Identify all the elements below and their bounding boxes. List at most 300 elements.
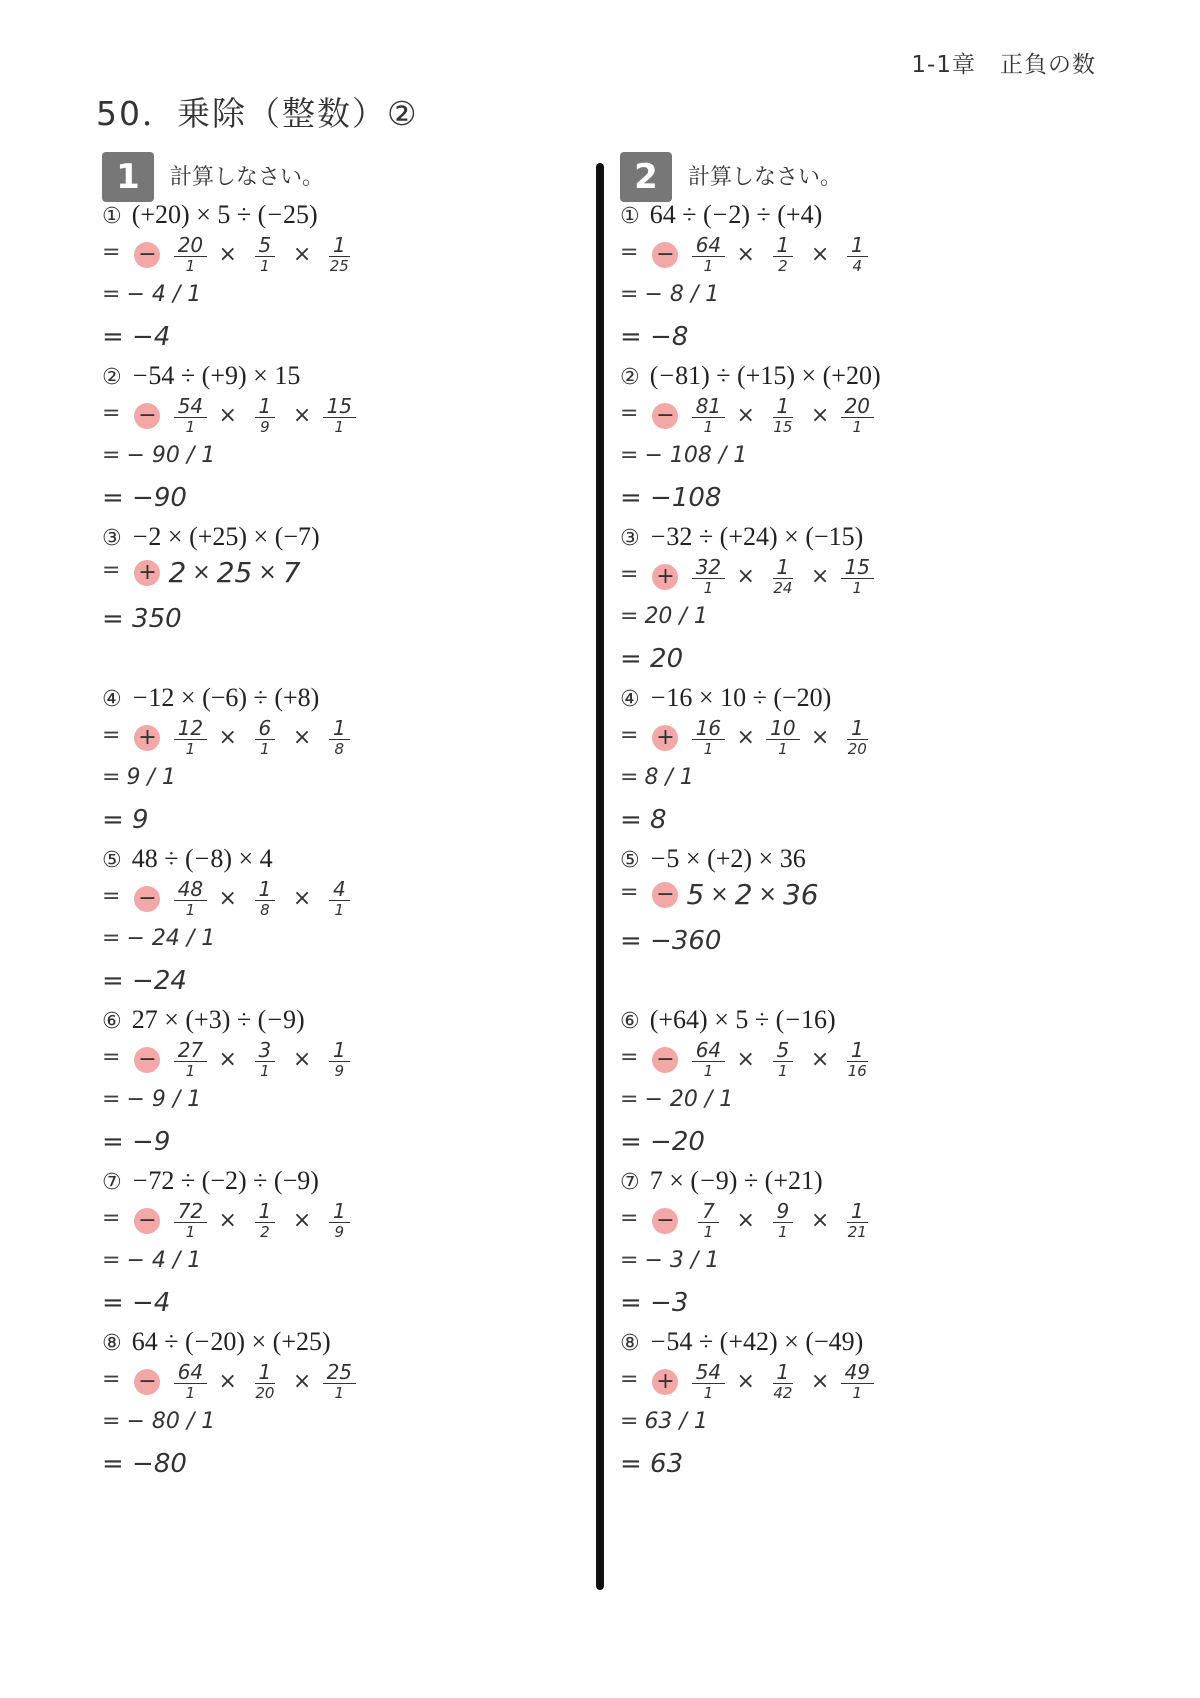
working-line-step <box>620 1409 708 1434</box>
fraction-denominator: 9 <box>334 1223 345 1241</box>
working-line-step <box>102 282 201 307</box>
answer-line <box>620 1449 683 1479</box>
fraction <box>765 1200 801 1241</box>
answer-value: = 63 <box>620 1449 684 1479</box>
times-sign: × <box>810 403 830 428</box>
fraction-denominator: 20 <box>847 740 867 758</box>
fraction <box>321 878 357 919</box>
expression-part: 54 ÷ (+42) × (−49) <box>666 1327 864 1356</box>
answer-value: = −3 <box>620 1288 689 1318</box>
times-sign: × <box>736 1047 755 1072</box>
fraction-numerator: 20 <box>174 234 207 257</box>
problem-number: ③ <box>102 526 122 551</box>
fraction-denominator: 20 <box>255 1384 275 1402</box>
equals-sign: = <box>620 282 639 307</box>
expression-part: 72 ÷ (−2) ÷ (−9) <box>148 1166 319 1195</box>
working-line-fractions <box>620 1200 879 1241</box>
fraction <box>839 395 875 436</box>
fraction <box>172 1039 208 1080</box>
fraction-denominator: 1 <box>185 418 196 436</box>
fraction-denominator: 2 <box>778 257 788 275</box>
problem-item <box>102 359 622 523</box>
fraction-numerator: 1 <box>847 717 868 740</box>
problem-question <box>620 359 881 393</box>
fraction <box>690 234 726 275</box>
times-sign: × <box>736 403 755 428</box>
factor: 25 <box>216 556 253 589</box>
answer-line <box>620 483 721 513</box>
working-line-step <box>102 443 215 468</box>
problem-question <box>620 520 863 554</box>
problem-item <box>620 1003 1140 1167</box>
fraction <box>765 395 801 436</box>
expression-part: (+64) × 5 ÷ ( <box>649 1005 785 1034</box>
fraction <box>172 1200 208 1241</box>
problem-expression <box>132 361 301 390</box>
times-sign: × <box>736 564 755 589</box>
times-sign: × <box>710 882 729 907</box>
times-sign: × <box>292 886 312 911</box>
working-line-fractions <box>620 717 879 758</box>
step-value: 8 / 1 <box>644 765 694 790</box>
times-sign: × <box>218 886 237 911</box>
fraction-numerator: 54 <box>174 395 207 418</box>
working-line-fractions <box>620 556 879 597</box>
sign-circle: + <box>134 560 160 586</box>
fraction-numerator: 1 <box>329 717 350 740</box>
answer-value: = 20 <box>620 644 684 674</box>
working-line-fractions <box>620 1039 879 1080</box>
answer-value: = −8 <box>620 322 689 352</box>
fraction-denominator: 8 <box>260 901 270 919</box>
problem-number: ② <box>102 365 122 390</box>
problem-item <box>620 842 1140 1006</box>
equals-sign: = <box>620 562 639 587</box>
fraction-numerator: 1 <box>773 395 794 418</box>
answer-value: = −24 <box>102 966 187 996</box>
fraction <box>765 234 801 275</box>
times-sign: × <box>758 882 777 907</box>
negative-highlight: − <box>132 681 149 715</box>
fraction-numerator: 64 <box>174 1361 207 1384</box>
fraction-denominator: 8 <box>334 740 345 758</box>
negative-highlight: − <box>194 842 211 876</box>
problem-number: ④ <box>102 687 122 712</box>
expression-part: 12 × (−6) ÷ (+8) <box>148 683 320 712</box>
times-sign: × <box>810 242 830 267</box>
answer-value: = −4 <box>102 1288 171 1318</box>
times-sign: × <box>292 725 312 750</box>
answer-line <box>102 1288 170 1318</box>
fraction-denominator: 24 <box>773 579 793 597</box>
sign-circle: − <box>652 1047 678 1073</box>
step-value: − 80 / 1 <box>126 1409 216 1434</box>
expression-part: ( <box>649 361 659 390</box>
expression-part: 2) ÷ (+4) <box>728 200 823 229</box>
times-sign: × <box>736 1369 755 1394</box>
answer-line <box>620 926 721 956</box>
times-sign: × <box>218 725 237 750</box>
times-sign: × <box>810 1208 830 1233</box>
working-line-fractions <box>102 878 361 919</box>
working-line-step <box>620 765 694 790</box>
expression-part: 9) ÷ (+21) <box>715 1166 823 1195</box>
sign-circle: − <box>134 1047 160 1073</box>
negative-highlight: − <box>132 520 149 554</box>
answer-value: = −108 <box>620 483 722 513</box>
factor: 36 <box>782 878 819 911</box>
problem-question <box>620 1164 823 1198</box>
problem-expression <box>132 522 320 551</box>
fraction-numerator: 9 <box>773 1200 794 1223</box>
fraction-denominator: 21 <box>847 1223 867 1241</box>
problem-expression <box>132 1166 319 1195</box>
problem-expression <box>650 200 823 229</box>
working-line-fractions <box>102 234 361 275</box>
negative-highlight: − <box>266 1003 283 1037</box>
fraction-numerator: 49 <box>841 1361 874 1384</box>
fraction-denominator: 25 <box>329 257 349 275</box>
problem-number: ⑥ <box>620 1009 640 1034</box>
problem-number: ⑤ <box>102 848 122 873</box>
fraction <box>321 1039 357 1080</box>
fraction-denominator: 1 <box>778 1223 788 1241</box>
problem-number: ⑥ <box>102 1009 122 1034</box>
problem-item <box>102 520 622 684</box>
fraction-numerator: 12 <box>174 717 207 740</box>
fraction <box>247 1200 283 1241</box>
answer-value: = −4 <box>102 322 171 352</box>
expression-part: 20) × (+25) <box>210 1327 331 1356</box>
equals-sign: = <box>620 1367 639 1392</box>
working-line-step <box>620 1087 733 1112</box>
problem-number: ⑦ <box>102 1170 122 1195</box>
problem-item <box>620 198 1140 362</box>
problem-number: ⑧ <box>102 1331 122 1356</box>
fraction-denominator: 1 <box>852 1384 863 1402</box>
step-value: − 4 / 1 <box>126 282 202 307</box>
sign-circle: + <box>134 725 160 751</box>
equals-sign: = <box>620 765 639 790</box>
fraction <box>765 717 801 758</box>
problem-expression <box>650 522 864 551</box>
negative-highlight: − <box>266 198 283 232</box>
working-line-step <box>102 765 176 790</box>
fraction-numerator: 1 <box>255 1361 276 1384</box>
equals-sign: = <box>102 282 121 307</box>
problem-question <box>102 681 319 715</box>
equals-sign: = <box>620 723 639 748</box>
sign-circle: − <box>134 1208 160 1234</box>
step-value: − 3 / 1 <box>644 1248 720 1273</box>
problem-number: ① <box>102 204 122 229</box>
section-number-badge: 1 <box>102 152 154 202</box>
negative-highlight: − <box>712 198 729 232</box>
fraction-numerator: 7 <box>698 1200 719 1223</box>
fraction-numerator: 1 <box>329 234 350 257</box>
factor: 5 <box>686 878 705 911</box>
fraction-denominator: 9 <box>334 1062 345 1080</box>
fraction-numerator: 64 <box>692 1039 725 1062</box>
problem-expression <box>132 683 320 712</box>
working-line-fractions <box>620 395 879 436</box>
expression-part: 7 × ( <box>649 1166 700 1195</box>
expression-part: 5 × (+2) × 36 <box>666 844 806 873</box>
equals-sign: = <box>102 723 121 748</box>
fraction-denominator: 15 <box>773 418 793 436</box>
negative-highlight: − <box>658 359 675 393</box>
fraction <box>247 395 283 436</box>
fraction-denominator: 1 <box>334 1384 345 1402</box>
times-sign: × <box>292 1369 312 1394</box>
working-line-step <box>102 1248 201 1273</box>
problem-item <box>620 1164 1140 1328</box>
fraction-numerator: 10 <box>766 717 799 740</box>
answer-line <box>102 483 187 513</box>
sign-circle: + <box>652 564 678 590</box>
expression-part: 25) <box>282 200 318 229</box>
times-sign: × <box>736 242 755 267</box>
negative-highlight: − <box>132 359 149 393</box>
section-2 <box>620 0 1160 1698</box>
answer-line <box>620 805 667 835</box>
fraction <box>765 1039 801 1080</box>
fraction-numerator: 16 <box>692 717 725 740</box>
problem-expression <box>650 1327 864 1356</box>
fraction-numerator: 54 <box>692 1361 725 1384</box>
problem-item <box>620 359 1140 523</box>
fraction-numerator: 6 <box>255 717 276 740</box>
working-line-step <box>620 282 719 307</box>
working-line-step <box>102 1087 201 1112</box>
problem-question <box>102 1325 331 1359</box>
working-line-step <box>620 1248 719 1273</box>
fraction-denominator: 1 <box>703 579 714 597</box>
equals-sign: = <box>102 443 121 468</box>
sign-circle: − <box>652 242 678 268</box>
fraction <box>321 234 357 275</box>
times-sign: × <box>292 1047 312 1072</box>
fraction <box>321 717 357 758</box>
answer-value: = −80 <box>102 1449 187 1479</box>
fraction-denominator: 1 <box>260 740 270 758</box>
negative-highlight: − <box>132 1164 149 1198</box>
answer-line <box>620 1127 705 1157</box>
fraction-denominator: 1 <box>703 1062 714 1080</box>
fraction <box>690 1039 726 1080</box>
fraction <box>172 878 208 919</box>
step-value: 20 / 1 <box>644 604 708 629</box>
answer-value: = −360 <box>620 926 722 956</box>
negative-highlight: − <box>784 1003 801 1037</box>
fraction <box>690 717 726 758</box>
sign-circle: − <box>652 1208 678 1234</box>
problem-number: ⑤ <box>620 848 640 873</box>
step-value: − 90 / 1 <box>126 443 216 468</box>
fraction <box>247 878 283 919</box>
times-sign: × <box>810 725 830 750</box>
fraction-denominator: 1 <box>852 418 863 436</box>
step-value: − 9 / 1 <box>126 1087 202 1112</box>
step-value: − 4 / 1 <box>126 1248 202 1273</box>
equals-sign: = <box>102 1087 121 1112</box>
equals-sign: = <box>620 1087 639 1112</box>
fraction <box>690 395 726 436</box>
answer-line <box>102 966 187 996</box>
problem-item <box>620 1325 1140 1489</box>
times-sign: × <box>218 403 237 428</box>
sign-circle: − <box>134 1369 160 1395</box>
problem-number: ⑧ <box>620 1331 640 1356</box>
times-sign: × <box>192 560 211 585</box>
fraction-denominator: 1 <box>185 1062 196 1080</box>
fraction-numerator: 25 <box>323 1361 356 1384</box>
times-sign: × <box>736 1208 755 1233</box>
problem-number: ⑦ <box>620 1170 640 1195</box>
equals-sign: = <box>620 240 639 265</box>
fraction <box>839 556 875 597</box>
sign-circle: − <box>652 882 678 908</box>
problem-question <box>102 1164 319 1198</box>
fraction-numerator: 32 <box>692 556 725 579</box>
problem-number: ② <box>620 365 640 390</box>
fraction-numerator: 48 <box>174 878 207 901</box>
problem-expression <box>132 1327 331 1356</box>
fraction <box>690 1361 726 1402</box>
equals-sign: = <box>620 1409 639 1434</box>
fraction-denominator: 1 <box>334 418 345 436</box>
fraction-denominator: 1 <box>260 1062 270 1080</box>
times-sign: × <box>292 242 312 267</box>
fraction-numerator: 1 <box>255 878 276 901</box>
problem-item <box>620 520 1140 684</box>
fraction-numerator: 3 <box>255 1039 276 1062</box>
problem-item <box>102 1164 622 1328</box>
negative-highlight: − <box>650 681 667 715</box>
equals-sign: = <box>102 765 121 790</box>
fraction <box>321 395 357 436</box>
fraction-numerator: 1 <box>847 1039 868 1062</box>
answer-value: = −20 <box>620 1127 705 1157</box>
expression-part: 54 ÷ (+9) × 15 <box>148 361 301 390</box>
section-number-badge: 2 <box>620 152 672 202</box>
fraction-denominator: 1 <box>334 901 345 919</box>
equals-sign: = <box>620 1206 639 1231</box>
sign-circle: + <box>652 725 678 751</box>
times-sign: × <box>218 1369 237 1394</box>
fraction <box>765 1361 801 1402</box>
fraction-denominator: 4 <box>852 257 863 275</box>
equals-sign: = <box>620 1248 639 1273</box>
fraction-numerator: 1 <box>847 1200 868 1223</box>
equals-sign: = <box>102 1248 121 1273</box>
fraction-numerator: 1 <box>773 234 794 257</box>
answer-value: = 9 <box>102 805 149 835</box>
problem-question <box>102 1003 305 1037</box>
problem-question <box>620 1003 836 1037</box>
problem-expression <box>650 1166 823 1195</box>
fraction-denominator: 16 <box>847 1062 867 1080</box>
problem-question <box>620 681 831 715</box>
fraction-denominator: 1 <box>703 418 714 436</box>
step-value: − 20 / 1 <box>644 1087 734 1112</box>
problem-expression <box>650 844 806 873</box>
problem-number: ③ <box>620 526 640 551</box>
fraction-numerator: 1 <box>329 1200 350 1223</box>
times-sign: × <box>810 1047 830 1072</box>
problem-expression <box>132 200 318 229</box>
answer-line <box>102 1127 170 1157</box>
negative-highlight: − <box>699 1164 716 1198</box>
fraction-numerator: 1 <box>329 1039 350 1062</box>
answer-line <box>102 604 182 634</box>
factor: 2 <box>168 556 187 589</box>
sign-circle: − <box>134 886 160 912</box>
fraction-numerator: 72 <box>174 1200 207 1223</box>
fraction-denominator: 1 <box>260 257 270 275</box>
expression-part: 27 × (+3) ÷ ( <box>131 1005 267 1034</box>
factor: 7 <box>282 556 301 589</box>
fraction-numerator: 81 <box>692 395 725 418</box>
problem-expression <box>132 1005 305 1034</box>
fraction-denominator: 1 <box>778 1062 788 1080</box>
fraction <box>247 234 283 275</box>
negative-highlight: − <box>650 520 667 554</box>
fraction-denominator: 1 <box>185 901 196 919</box>
factor: 2 <box>734 878 753 911</box>
fraction-numerator: 1 <box>773 556 794 579</box>
working-line-fractions <box>102 717 361 758</box>
equals-sign: = <box>102 926 121 951</box>
fraction <box>690 556 726 597</box>
problem-expression <box>650 683 832 712</box>
fraction-numerator: 15 <box>323 395 356 418</box>
answer-value: = 350 <box>102 604 182 634</box>
problem-question <box>102 520 320 554</box>
problem-item <box>102 1003 622 1167</box>
fraction <box>172 395 208 436</box>
working-line-fractions <box>102 1039 361 1080</box>
equals-sign: = <box>620 401 639 426</box>
expression-part: 16) <box>800 1005 836 1034</box>
problem-question <box>620 842 806 876</box>
working-line-fractions <box>620 1361 879 1402</box>
section-1 <box>102 0 642 1698</box>
fraction <box>839 717 875 758</box>
fraction-denominator: 1 <box>852 579 863 597</box>
expression-part: 81) ÷ (+15) × (+20) <box>675 361 881 390</box>
expression-part: 64 ÷ ( <box>649 200 712 229</box>
times-sign: × <box>218 1047 237 1072</box>
equals-sign: = <box>620 880 639 905</box>
negative-highlight: − <box>194 1325 211 1359</box>
fraction-numerator: 1 <box>255 395 276 418</box>
answer-value: = 8 <box>620 805 667 835</box>
equals-sign: = <box>102 1206 121 1231</box>
fraction-denominator: 1 <box>185 740 196 758</box>
equals-sign: = <box>620 604 639 629</box>
working-line-fractions <box>102 395 361 436</box>
section-instruction: 計算しなさい。 <box>170 165 325 190</box>
answer-line <box>102 1449 187 1479</box>
answer-value: = −9 <box>102 1127 171 1157</box>
fraction-denominator: 1 <box>703 1223 714 1241</box>
sign-circle: − <box>134 242 160 268</box>
equals-sign: = <box>620 443 639 468</box>
fraction <box>247 717 283 758</box>
fraction <box>247 1039 283 1080</box>
fraction <box>839 1039 875 1080</box>
